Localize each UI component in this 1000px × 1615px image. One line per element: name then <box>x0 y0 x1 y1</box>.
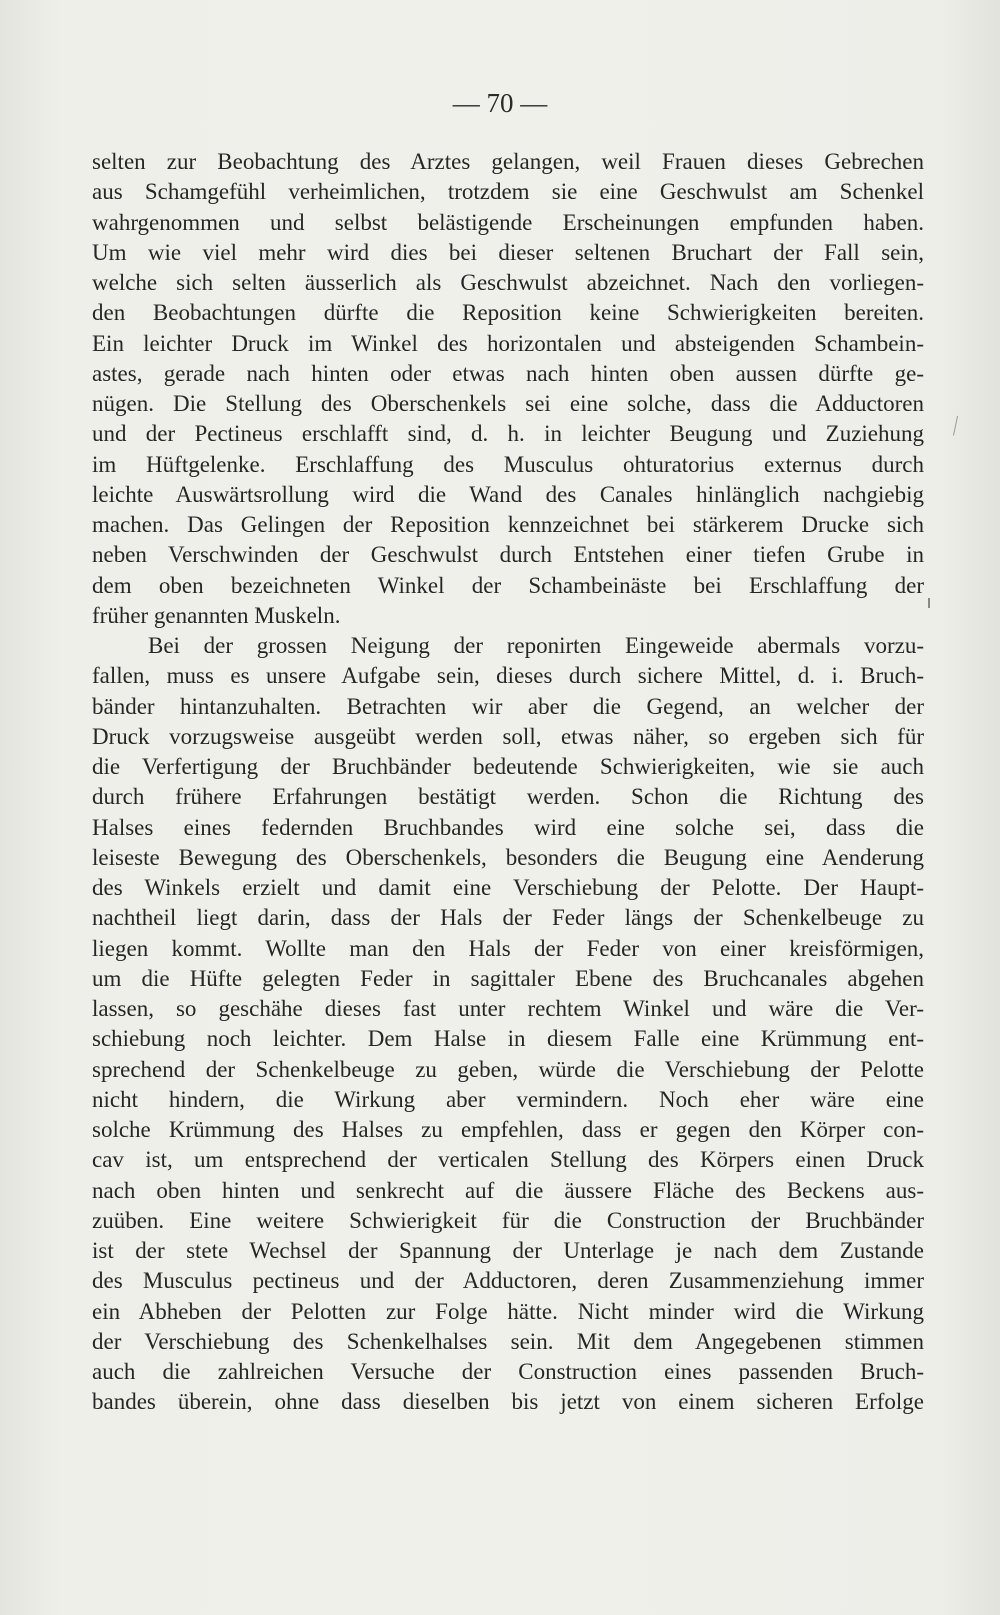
text-line: cav ist, um entsprechend der verticalen Stellung des Körpers einen Druck <box>92 1147 924 1173</box>
margin-mark <box>953 416 960 436</box>
text-line: fallen, muss es unsere Aufgabe sein, dieses durch sichere Mittel, d. i. Bruch- <box>92 663 924 689</box>
text-line: dem oben bezeichneten Winkel der Schambeinäste bei Erschlaffung der <box>92 572 924 598</box>
text-line: machen. Das Gelingen der Reposition kennzeichnet bei stärkerem Drucke sich <box>92 512 924 537</box>
text-line: wahrgenommen und selbst belästigende Erscheinungen empfunden haben. <box>92 209 924 235</box>
text-line: sprechend der Schenkelbeuge zu geben, würde die Verschiebung der Pelotte <box>92 1056 924 1082</box>
text-line: und der Pectineus erschlafft sind, d. h. in leichter Beugung und Zuziehung <box>92 421 924 447</box>
text-line: nachtheil liegt darin, dass der Hals der Feder längs der Schenkelbeuge zu <box>92 905 924 931</box>
body-text <box>92 147 924 1418</box>
text-line: die Verfertigung der Bruchbänder bedeutende Schwierigkeiten, wie sie auch <box>92 754 924 779</box>
text-line: ein Abheben der Pelotten zur Folge hätte. Nicht minder wird die Wirkung <box>92 1298 924 1324</box>
text-line: astes, gerade nach hinten oder etwas nach hinten oben aussen dürfte ge- <box>92 360 924 386</box>
text-line: früher genannten Muskeln. <box>92 602 341 628</box>
text-line: Halses eines federnden Bruchbandes wird eine solche sei, dass die <box>92 814 924 840</box>
page-number: — 70 — <box>452 88 548 118</box>
text-line: welche sich selten äusserlich als Geschwulst abzeichnet. Nach den vorliegen- <box>92 270 924 295</box>
text-line: um die Hüfte gelegten Feder in sagittaler Ebene des Bruchcanales abgehen <box>92 965 924 991</box>
text-line: der Verschiebung des Schenkelhalses sein. Mit dem Angegebenen stimmen <box>92 1328 924 1354</box>
text-line: nügen. Die Stellung des Oberschenkels sei eine solche, dass die Adductoren <box>92 391 924 416</box>
text-line: leiseste Bewegung des Oberschenkels, besonders die Beugung eine Aenderung <box>92 844 924 870</box>
text-line: Um wie viel mehr wird dies bei dieser seltenen Bruchart der Fall sein, <box>92 239 924 265</box>
text-line: den Beobachtungen dürfte die Reposition keine Schwierigkeiten bereiten. <box>92 300 924 326</box>
text-line: liegen kommt. Wollte man den Hals der Feder von einer kreisförmigen, <box>92 935 924 961</box>
text-line: bänder hintanzuhalten. Betrachten wir aber die Gegend, an welcher der <box>92 693 924 719</box>
text-line: solche Krümmung des Halses zu empfehlen, dass er gegen den Körper con- <box>92 1117 924 1142</box>
text-line: Bei der grossen Neigung der reponirten Eingeweide abermals vorzu- <box>148 633 924 658</box>
text-line: neben Verschwinden der Geschwulst durch Entstehen einer tiefen Grube in <box>92 542 924 568</box>
text-line: ist der stete Wechsel der Spannung der Unterlage je nach dem Zustande <box>92 1238 924 1263</box>
text-line: lassen, so geschähe dieses fast unter rechtem Winkel und wäre die Ver- <box>92 996 924 1021</box>
text-line: leichte Auswärtsrollung wird die Wand des Canales hinlänglich nachgiebig <box>92 481 924 507</box>
text-line: zuüben. Eine weitere Schwierigkeit für die Construction der Bruchbänder <box>92 1207 924 1233</box>
text-line: des Winkels erzielt und damit eine Verschiebung der Pelotte. Der Haupt- <box>92 875 924 900</box>
text-line: im Hüftgelenke. Erschlaffung des Musculus ohturatorius externus durch <box>92 451 924 477</box>
text-line: Druck vorzugsweise ausgeübt werden soll, etwas näher, so ergeben sich für <box>92 723 924 749</box>
paragraph-1 <box>92 147 924 631</box>
text-line: durch frühere Erfahrungen bestätigt werden. Schon die Richtung des <box>92 784 924 810</box>
text-line: bandes überein, ohne dass dieselben bis jetzt von einem sicheren Erfolge <box>92 1389 924 1415</box>
paragraph-2 <box>92 631 924 1418</box>
text-line: des Musculus pectineus und der Adductoren, deren Zusammenziehung immer <box>92 1268 924 1294</box>
text-line: schiebung noch leichter. Dem Halse in diesem Falle eine Krümmung ent- <box>92 1026 924 1052</box>
text-line: nach oben hinten und senkrecht auf die äussere Fläche des Beckens aus- <box>92 1177 924 1203</box>
text-line: selten zur Beobachtung des Arztes gelangen, weil Frauen dieses Gebrechen <box>92 149 924 174</box>
margin-mark <box>928 598 932 608</box>
text-line: auch die zahlreichen Versuche der Construction eines passenden Bruch- <box>92 1359 924 1384</box>
text-line: Ein leichter Druck im Winkel des horizontalen und absteigenden Schambein- <box>92 330 924 356</box>
text-line: nicht hindern, die Wirkung aber vermindern. Noch eher wäre eine <box>92 1086 924 1112</box>
text-line: aus Schamgefühl verheimlichen, trotzdem sie eine Geschwulst am Schenkel <box>92 179 924 205</box>
